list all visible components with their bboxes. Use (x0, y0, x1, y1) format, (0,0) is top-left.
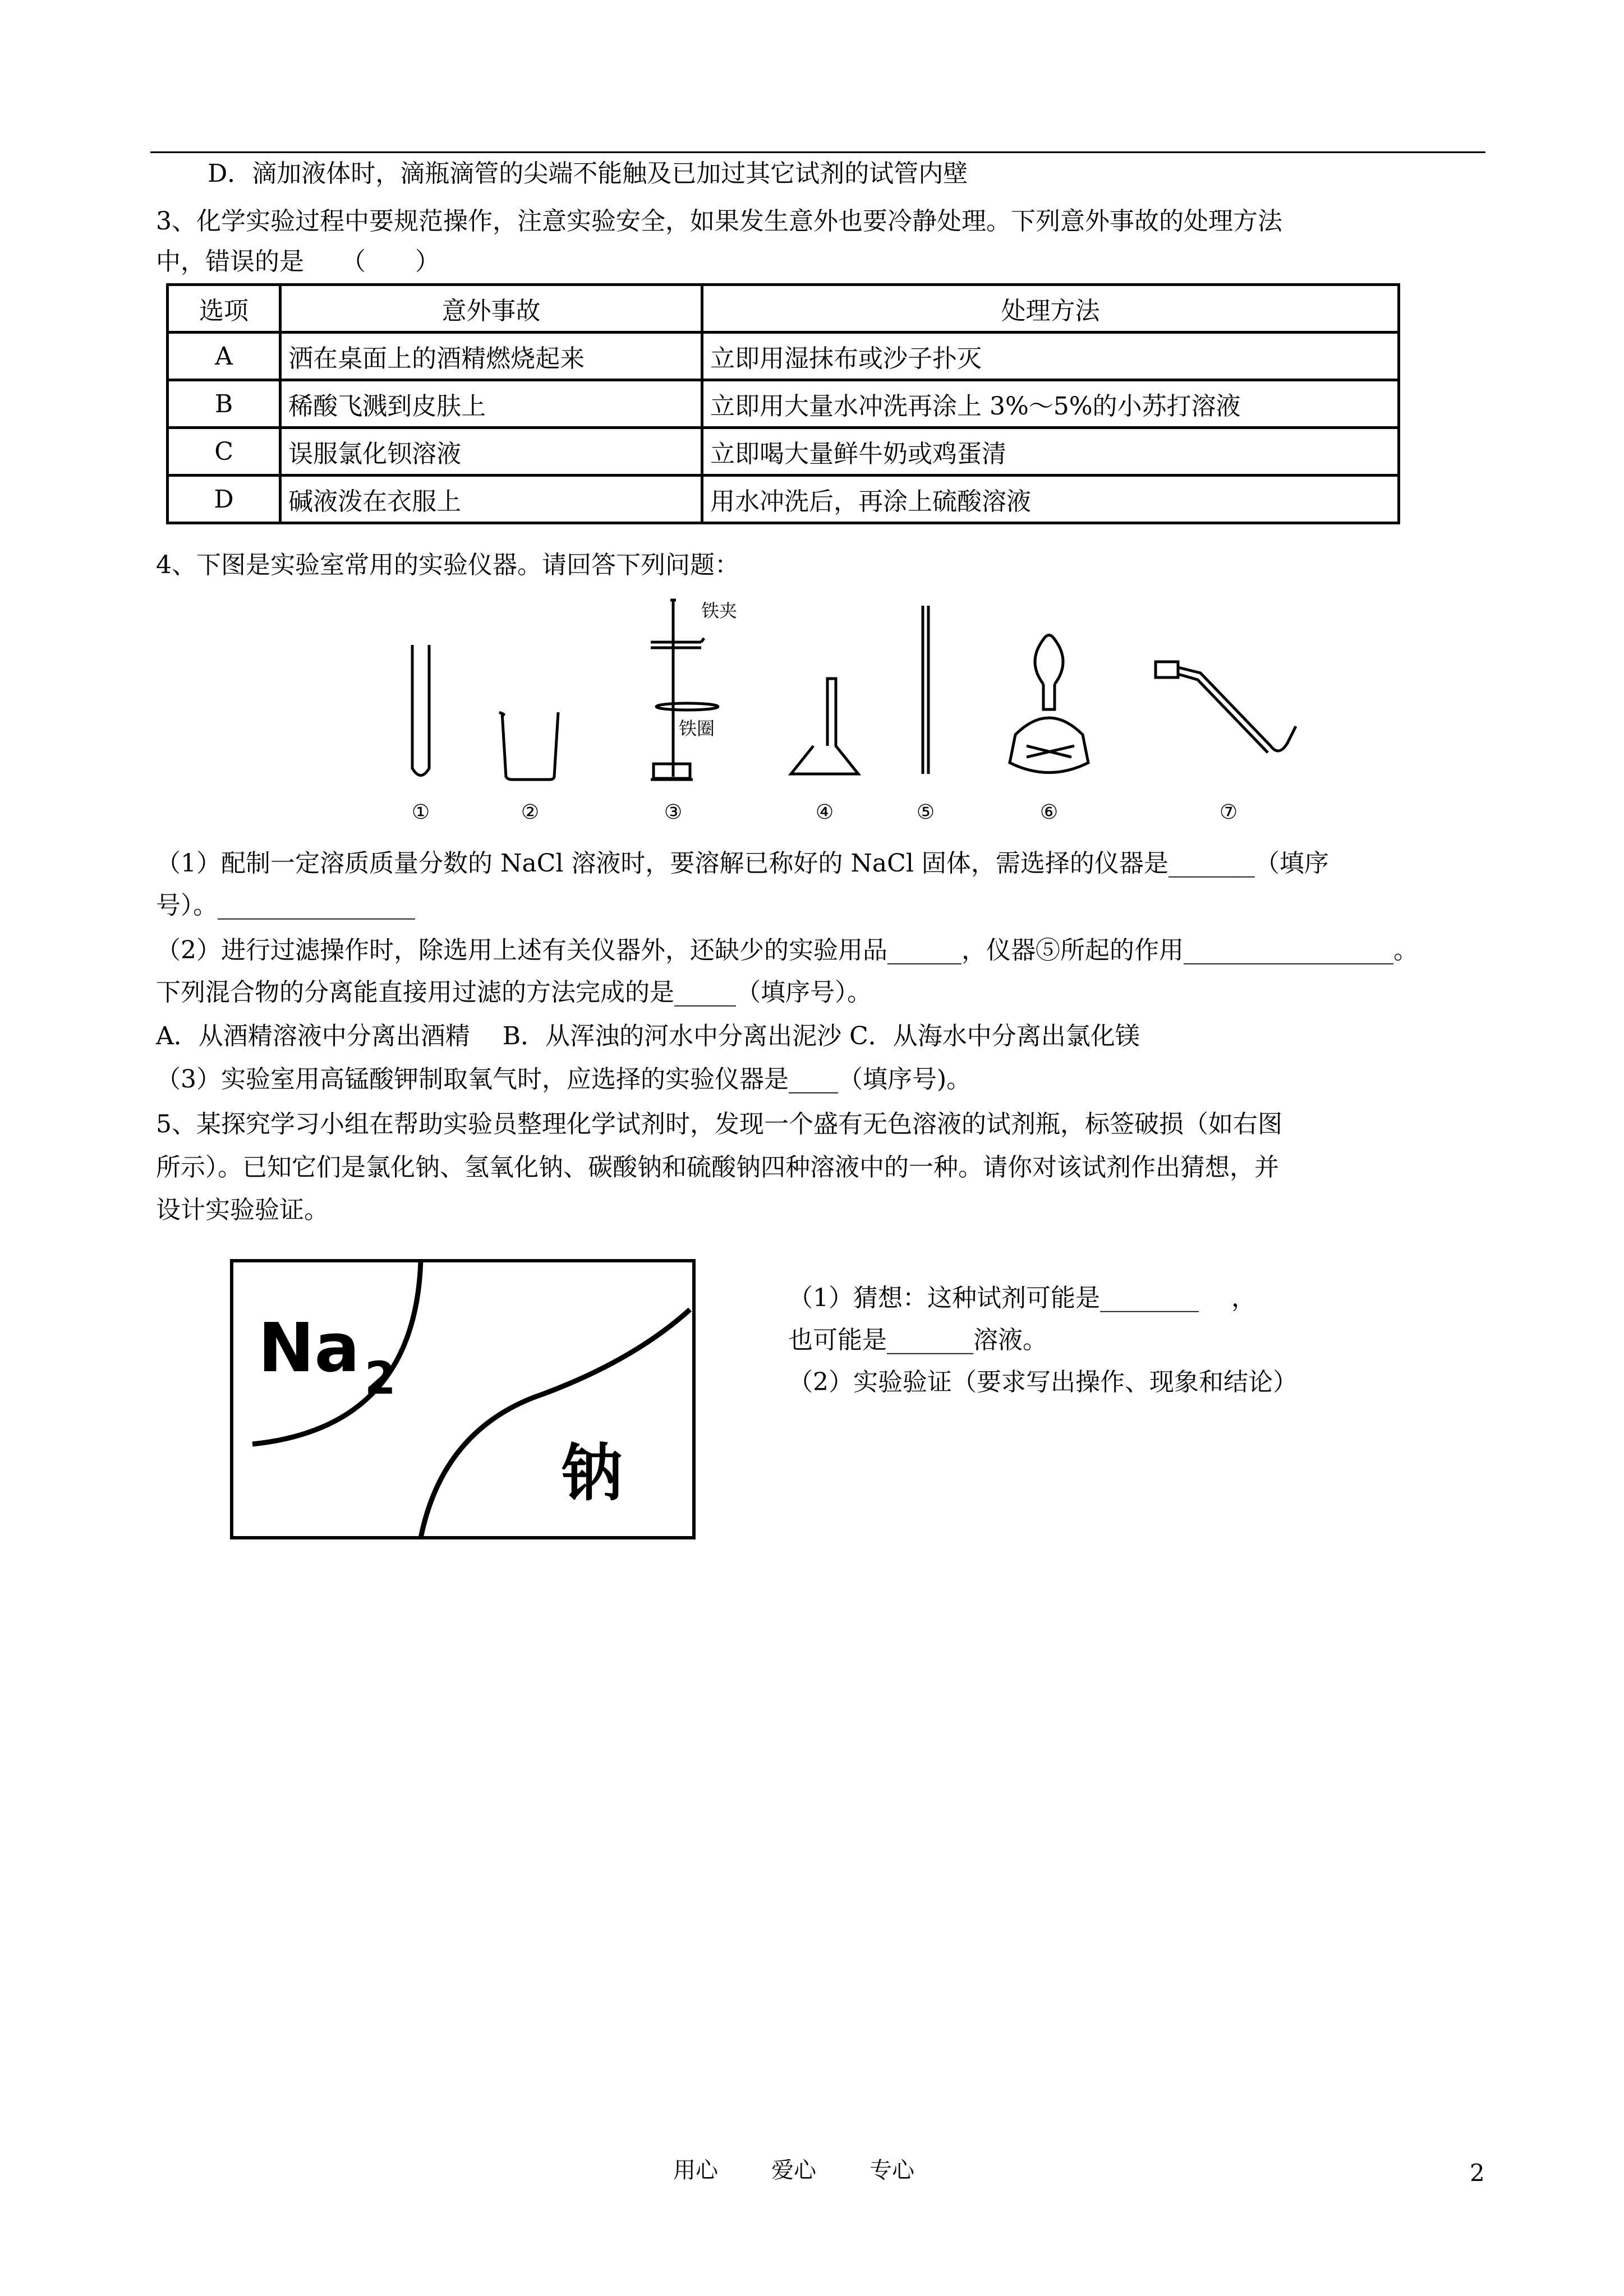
table-row (168, 428, 1399, 476)
footer-item: 爱心 (771, 2157, 816, 2183)
option-d-text: D．滴加液体时，滴瓶滴管的尖端不能触及已加过其它试剂的试管内壁 (208, 159, 968, 188)
beaker-icon (499, 712, 558, 780)
accident-table (166, 283, 1400, 524)
instrument-number: ③ (664, 801, 683, 824)
table-header-row (168, 285, 1399, 333)
iron-clamp-label: 铁夹 (701, 601, 738, 621)
header-rule (150, 151, 1485, 153)
table-cell: 立即用湿抹布或沙子扑灭 (702, 333, 1398, 380)
table-row (168, 380, 1399, 428)
label-fragment-na: Na (258, 1310, 360, 1387)
table-cell: D (168, 476, 280, 523)
instrument-number: ⑥ (1039, 801, 1059, 824)
instrument-number: ① (411, 801, 430, 824)
instrument-number: ② (521, 801, 540, 824)
q5-guess-line2: 也可能是_______溶液。 (788, 1326, 1047, 1354)
table-row (168, 333, 1399, 380)
table-cell: B (168, 380, 280, 428)
funnel-icon (791, 679, 858, 774)
q5-verify: （2）实验验证（要求写出操作、现象和结论） (788, 1368, 1298, 1396)
page-number: 2 (1470, 2159, 1485, 2187)
q4-part2-options: A．从酒精溶液中分离出酒精 B．从浑浊的河水中分离出泥沙 C．从海水中分离出氯化镁 (156, 1022, 1140, 1050)
table-header-cell: 处理方法 (702, 285, 1398, 333)
footer-item: 专心 (869, 2157, 914, 2183)
q5-stem-line3: 设计实验验证。 (156, 1196, 329, 1224)
table-cell: C (168, 428, 280, 476)
delivery-tube-icon (1156, 662, 1296, 753)
q3-stem-line2: 中，错误的是 （ ） (156, 247, 440, 276)
q3-stem-line1: 3、化学实验过程中要规范操作，注意实验安全，如果发生意外也要冷静处理。下列意外事故的处理方法 (156, 207, 1282, 236)
torn-label-figure (230, 1259, 696, 1539)
table-header-cell: 选项 (168, 285, 280, 333)
table-cell: 稀酸飞溅到皮肤上 (280, 380, 702, 428)
label-fragment-na-character: 钠 (561, 1437, 623, 1509)
q4-part2-line2: 下列混合物的分离能直接用过滤的方法完成的是_____（填序号）。 (156, 978, 872, 1007)
q5-stem-line1: 5、某探究学习小组在帮助实验员整理化学试剂时，发现一个盛有无色溶液的试剂瓶，标签破损（如右图 (156, 1110, 1282, 1138)
alcohol-lamp-icon (1010, 635, 1088, 773)
instrument-number: ⑤ (916, 801, 935, 824)
footer-item: 用心 (673, 2157, 718, 2183)
table-cell: 洒在桌面上的酒精燃烧起来 (280, 333, 702, 380)
table-cell: A (168, 333, 280, 380)
q4-part3: （3）实验室用高锰酸钾制取氧气时，应选择的实验仪器是____（填序号)。 (156, 1065, 972, 1094)
q4-intro: 4、下图是实验室常用的实验仪器。请回答下列问题： (156, 551, 739, 579)
iron-ring-label: 铁圈 (679, 718, 715, 739)
table-cell: 误服氯化钡溶液 (280, 428, 702, 476)
q5-guess-line1: （1）猜想：这种试剂可能是________ ， (788, 1284, 1256, 1312)
q4-part1-line1: （1）配制一定溶质质量分数的 NaCl 溶液时，要溶解已称好的 NaCl 固体，需选择的仪器是_______（填序 (156, 849, 1329, 878)
table-row (168, 476, 1399, 523)
table-cell: 碱液泼在衣服上 (280, 476, 702, 523)
table-cell: 用水冲洗后，再涂上硫酸溶液 (702, 476, 1398, 523)
test-tube-icon (412, 645, 429, 776)
iron-stand-icon (651, 600, 718, 780)
glass-rod-icon (923, 606, 928, 774)
q5-stem-line2: 所示）。已知它们是氯化钠、氢氧化钠、碳酸钠和硫酸钠四种溶液中的一种。请你对该试剂作出猜想，并 (156, 1153, 1279, 1182)
instruments-figure (387, 589, 1341, 830)
table-cell: 立即用大量水冲洗再涂上 3%～5%的小苏打溶液 (702, 380, 1398, 428)
label-fragment-subscript: 2 (365, 1352, 396, 1404)
instrument-number: ④ (815, 801, 834, 824)
q4-part2-line1: （2）进行过滤操作时，除选用上述有关仪器外，还缺少的实验用品______，仪器⑤所起的作用_________________。 (156, 936, 1418, 965)
instrument-number: ⑦ (1219, 801, 1238, 824)
table-header-cell: 意外事故 (280, 285, 702, 333)
q4-part1-line2: 号）。________________ (156, 891, 415, 920)
table-cell: 立即喝大量鲜牛奶或鸡蛋清 (702, 428, 1398, 476)
